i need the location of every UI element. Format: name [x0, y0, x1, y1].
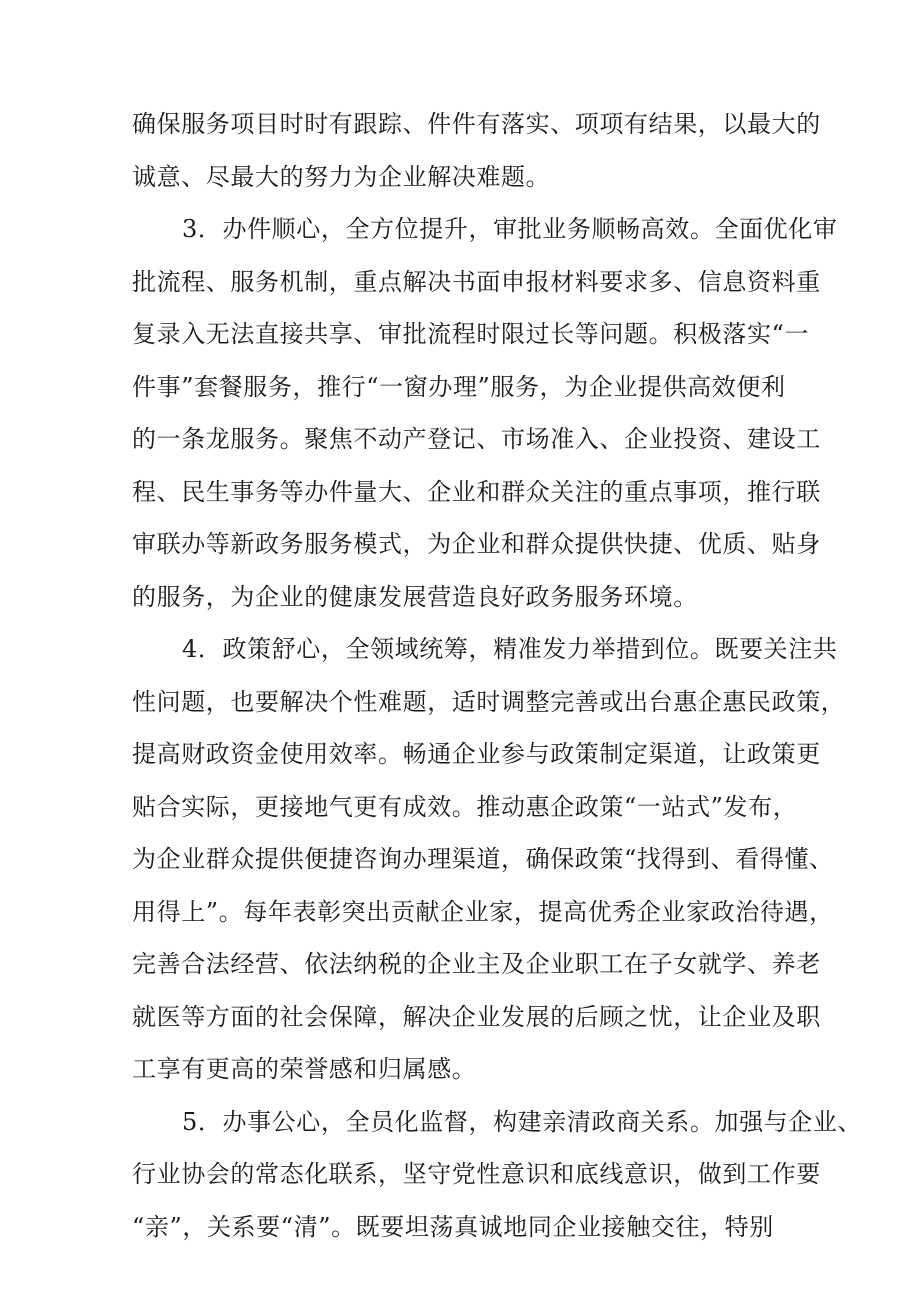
- text-line: 用得上”。每年表彰突出贡献企业家，提高优秀企业家政治待遇，: [132, 897, 834, 926]
- text-line: 就医等方面的社会保障，解决企业发展的后顾之忧，让企业及职: [132, 1002, 821, 1031]
- text-line: 确保服务项目时时有跟踪、件件有落实、项项有结果，以最大的: [132, 110, 821, 138]
- text-line: 工享有更高的荣誉感和归属感。: [132, 1055, 477, 1083]
- text-line: 性问题，也要解决个性难题，适时调整完善或出台惠企惠民政策，: [132, 687, 846, 716]
- text-line: 行业协会的常态化联系，坚守党性意识和底线意识，做到工作要: [132, 1160, 821, 1188]
- paragraph-first-line: 4．政策舒心，全领域统筹，精准发力举措到位。既要关注共: [182, 635, 838, 663]
- paragraph-first-line: 3．办件顺心，全方位提升，审批业务顺畅高效。全面优化审: [182, 215, 838, 243]
- text-line: 提高财政资金使用效率。畅通企业参与政策制定渠道，让政策更: [132, 740, 821, 768]
- text-line: 程、民生事务等办件量大、企业和群众关注的重点事项，推行联: [132, 477, 821, 506]
- paragraph-first-line: 5．办事公心，全员化监督，构建亲清政商关系。加强与企业、: [182, 1107, 863, 1136]
- text-line: 贴合实际，更接地气更有成效。推动惠企政策“一站式”发布，: [132, 792, 798, 821]
- document-body: [132, 98, 863, 1253]
- text-line: 件事”套餐服务，推行“一窗办理”服务，为企业提供高效便利: [132, 372, 786, 401]
- text-line: 的服务，为企业的健康发展营造良好政务服务环境。: [132, 582, 698, 611]
- text-line: 完善合法经营、依法纳税的企业主及企业职工在子女就学、养老: [132, 950, 821, 978]
- text-line: 诚意、尽最大的努力为企业解决难题。: [132, 162, 551, 191]
- text-line: 为企业群众提供便捷咨询办理渠道，确保政策“找得到、看得懂、: [132, 845, 834, 873]
- text-line: 复录入无法直接共享、审批流程时限过长等问题。积极落实“一: [132, 320, 810, 348]
- text-line: “亲”，关系要“清”。既要坦荡真诚地同企业接触交往，特别: [132, 1212, 774, 1241]
- text-line: 的一条龙服务。聚焦不动产登记、市场准入、企业投资、建设工: [132, 425, 821, 453]
- text-line: 批流程、服务机制，重点解决书面申报材料要求多、信息资料重: [132, 267, 821, 296]
- text-line: 审联办等新政务服务模式，为企业和群众提供快捷、优质、贴身: [132, 530, 821, 558]
